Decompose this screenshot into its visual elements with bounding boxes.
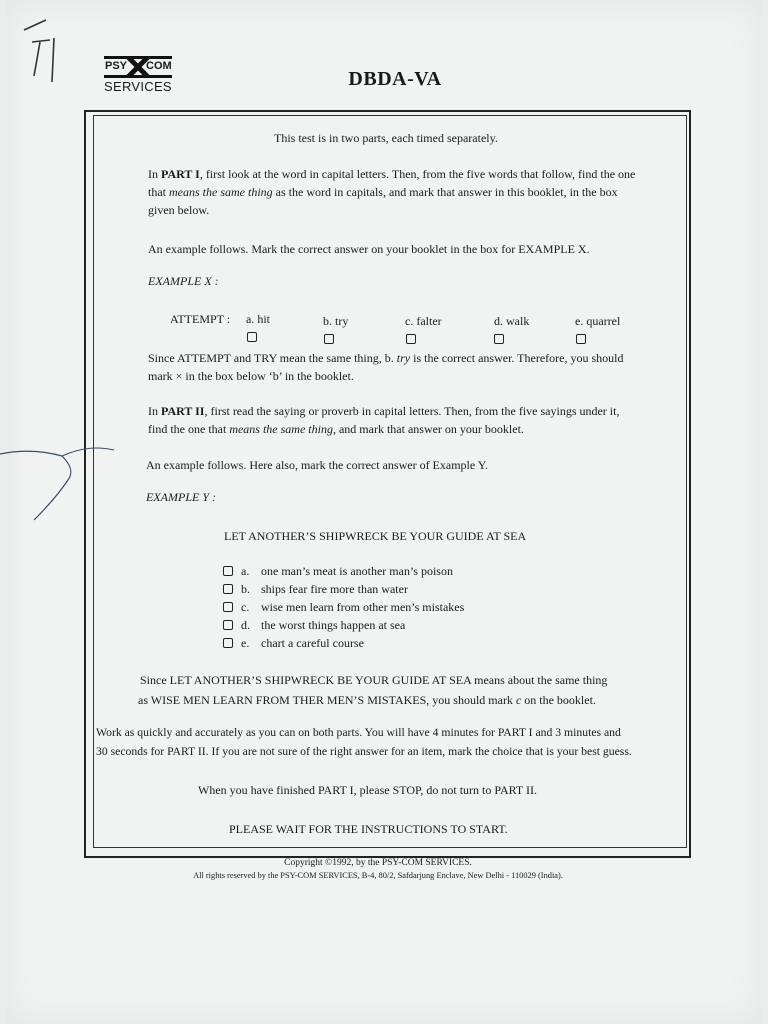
part1-instructions: In PART I, first look at the word in capital letters. Then, from the five words that follow, find the one that means the same thing as the word in capitals, and mark that answer in this booklet, in the box given below.: [148, 167, 636, 217]
example-y-explanation-line2: as WISE MEN LEARN FROM THER MEN’S MISTAKES, you should mark c on the booklet.: [138, 693, 596, 707]
example-y-option-c[interactable]: c. wise men learn from other men’s mistakes: [223, 599, 464, 615]
example-x-option-e: e. quarrel: [575, 314, 621, 328]
example-x-checkbox-d[interactable]: [494, 334, 504, 344]
checkbox[interactable]: [223, 638, 233, 648]
checkbox[interactable]: [223, 584, 233, 594]
stop-note: When you have finished PART I, please STOP, do not turn to PART II.: [198, 783, 537, 797]
checkbox[interactable]: [223, 620, 233, 630]
handwritten-mark: [22, 18, 72, 88]
page-title: DBDA-VA: [348, 68, 442, 90]
example-y-stem: LET ANOTHER’S SHIPWRECK BE YOUR GUIDE AT SEA: [224, 529, 527, 543]
example-x-option-b: b. try: [323, 314, 349, 328]
example-y-option-a[interactable]: a. one man’s meat is another man’s poison: [223, 563, 453, 579]
example-y-intro: An example follows. Here also, mark the correct answer of Example Y.: [146, 458, 488, 472]
timing-line2: 30 seconds for PART II. If you are not sure of the right answer for an item, mark the choice that is your best guess.: [96, 745, 632, 758]
example-y-option-e[interactable]: e. chart a careful course: [223, 635, 364, 651]
example-y-option-b[interactable]: b. ships fear fire more than water: [223, 581, 408, 597]
pen-scribble: [0, 420, 120, 530]
logo-services: SERVICES: [104, 79, 172, 94]
example-y-explanation-line1: Since LET ANOTHER’S SHIPWRECK BE YOUR GUIDE AT SEA means about the same thing: [140, 673, 608, 687]
example-y-label: EXAMPLE Y :: [146, 490, 216, 504]
example-x-checkbox-c[interactable]: [406, 334, 416, 344]
checkbox[interactable]: [223, 602, 233, 612]
example-x-option-d: d. walk: [494, 314, 530, 328]
logo-psy: PSY: [105, 60, 128, 72]
example-x-checkbox-e[interactable]: [576, 334, 586, 344]
example-x-intro: An example follows. Mark the correct answer on your booklet in the box for EXAMPLE X.: [148, 242, 590, 256]
footer-rights: All rights reserved by the PSY-COM SERVICES, B-4, 80/2, Safdarjung Enclave, New Delhi - 110029 (India).: [193, 871, 563, 880]
part2-instructions: In PART II, first read the saying or proverb in capital letters. Then, from the five sayings under it, find the one that means the same thing, and mark that answer on your booklet.: [148, 404, 620, 436]
example-x-option-a: a. hit: [246, 312, 270, 326]
example-x-label: EXAMPLE X :: [148, 274, 219, 288]
checkbox[interactable]: [223, 566, 233, 576]
example-x-checkbox-a[interactable]: [247, 332, 257, 342]
logo-com: COM: [146, 60, 172, 72]
example-x-stem: ATTEMPT :: [170, 312, 231, 326]
psy-com-logo: [104, 56, 174, 96]
wait-note: PLEASE WAIT FOR THE INSTRUCTIONS TO START.: [229, 822, 508, 836]
example-y-option-d[interactable]: d. the worst things happen at sea: [223, 617, 405, 633]
example-x-checkbox-b[interactable]: [324, 334, 334, 344]
footer-copyright: Copyright ©1992, by the PSY-COM SERVICES.: [284, 858, 472, 868]
example-x-explanation: Since ATTEMPT and TRY mean the same thing, b. try is the correct answer. Therefore, you should mark × in the box below ‘b’ in the booklet.: [148, 351, 624, 383]
intro-text: This test is in two parts, each timed separately.: [274, 131, 498, 145]
timing-line1: Work as quickly and accurately as you can on both parts. You will have 4 minutes for PART I and 3 minutes and: [96, 726, 621, 739]
example-x-option-c: c. falter: [405, 314, 442, 328]
